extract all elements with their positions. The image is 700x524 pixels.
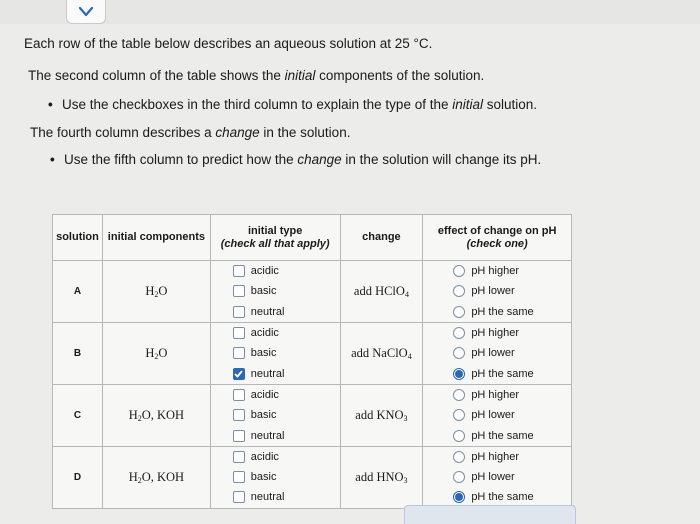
table-row: [53, 446, 572, 508]
type-option-neutral[interactable]: neutral: [211, 487, 340, 507]
effect-options: [423, 384, 572, 446]
effect-options: [423, 446, 572, 508]
type-option-acidic[interactable]: acidic: [211, 323, 340, 343]
radio-button[interactable]: [453, 430, 465, 442]
radio-button[interactable]: [453, 306, 465, 318]
checkbox[interactable]: [233, 409, 245, 421]
type-option-basic[interactable]: basic: [211, 405, 340, 425]
effect-option[interactable]: pH the same: [423, 425, 571, 445]
initial-components: $H_2O$, KOH: [102, 384, 210, 446]
effect-option[interactable]: pH lower: [423, 467, 571, 487]
checkbox[interactable]: [233, 327, 245, 339]
checkbox[interactable]: [233, 265, 245, 277]
radio-button[interactable]: [453, 471, 465, 483]
chevron-down-icon: [78, 6, 94, 18]
effect-option[interactable]: pH the same: [423, 302, 571, 322]
radio-button[interactable]: [453, 285, 465, 297]
type-option-basic[interactable]: basic: [211, 467, 340, 487]
table-row: [53, 261, 572, 323]
initial-components: $H_2O$, KOH: [102, 446, 210, 508]
radio-button[interactable]: [453, 368, 465, 380]
type-option-basic[interactable]: basic: [211, 281, 340, 301]
change-description: add HClO$_4$: [340, 261, 423, 323]
header-initial-type: initial type (check all that apply): [210, 215, 340, 261]
radio-button[interactable]: [453, 347, 465, 359]
header-initial-components: initial components: [102, 215, 210, 261]
effect-option[interactable]: pH higher: [423, 447, 571, 467]
checkbox[interactable]: [233, 430, 245, 442]
initial-type-options: [210, 446, 340, 508]
radio-button[interactable]: [453, 327, 465, 339]
radio-button[interactable]: [453, 265, 465, 277]
row-label: C: [53, 384, 103, 446]
initial-type-options: [210, 261, 340, 323]
radio-button[interactable]: [453, 451, 465, 463]
row-label: B: [53, 322, 103, 384]
initial-components: $H_2O$: [102, 261, 210, 323]
initial-type-options: [210, 384, 340, 446]
table-row: [53, 384, 572, 446]
effect-option[interactable]: pH higher: [423, 323, 571, 343]
table-row: [53, 322, 572, 384]
instruction-line-5: • Use the fifth column to predict how the change in the solution will change its pH.: [50, 152, 542, 167]
type-option-basic[interactable]: basic: [211, 343, 340, 363]
answer-input-edge[interactable]: [404, 505, 576, 524]
effect-option[interactable]: pH higher: [423, 385, 571, 405]
radio-dot: [455, 493, 463, 501]
effect-option[interactable]: pH lower: [423, 281, 571, 301]
solutions-table: [52, 214, 572, 509]
checkbox[interactable]: [233, 368, 245, 380]
row-label: A: [53, 261, 103, 323]
change-description: add NaClO$_4$: [340, 322, 423, 384]
type-option-neutral[interactable]: neutral: [211, 363, 340, 383]
effect-option[interactable]: pH lower: [423, 343, 571, 363]
radio-button[interactable]: [453, 389, 465, 401]
effect-option[interactable]: pH higher: [423, 261, 571, 281]
instruction-line-1: Each row of the table below describes an aqueous solution at 25 °C.: [24, 36, 433, 51]
initial-components: $H_2O$: [102, 322, 210, 384]
header-effect: effect of change on pH (check one): [423, 215, 572, 261]
checkbox[interactable]: [233, 389, 245, 401]
instruction-line-2: The second column of the table shows the initial components of the solution.: [28, 68, 485, 83]
effect-option[interactable]: pH the same: [423, 363, 571, 383]
header-solution: solution: [53, 215, 103, 261]
checkmark-icon: [234, 370, 243, 378]
effect-option[interactable]: pH lower: [423, 405, 571, 425]
row-label: D: [53, 446, 103, 508]
header-change: change: [340, 215, 423, 261]
checkbox[interactable]: [233, 285, 245, 297]
checkbox[interactable]: [233, 306, 245, 318]
instruction-line-4: The fourth column describes a change in the solution.: [30, 125, 351, 140]
radio-button[interactable]: [453, 409, 465, 421]
type-option-neutral[interactable]: neutral: [211, 425, 340, 445]
checkbox[interactable]: [233, 491, 245, 503]
effect-option[interactable]: pH the same: [423, 487, 571, 507]
checkbox[interactable]: [233, 451, 245, 463]
type-option-acidic[interactable]: acidic: [211, 261, 340, 281]
type-option-acidic[interactable]: acidic: [211, 447, 340, 467]
initial-type-options: [210, 322, 340, 384]
top-bar: [0, 0, 700, 24]
checkbox[interactable]: [233, 347, 245, 359]
type-option-neutral[interactable]: neutral: [211, 302, 340, 322]
checkbox[interactable]: [233, 471, 245, 483]
change-description: add $KNO_3$: [340, 384, 423, 446]
effect-options: [423, 261, 572, 323]
type-option-acidic[interactable]: acidic: [211, 385, 340, 405]
change-description: add $HNO_3$: [340, 446, 423, 508]
effect-options: [423, 322, 572, 384]
instruction-line-3: • Use the checkboxes in the third column to explain the type of the initial solution.: [48, 97, 538, 112]
collapse-button[interactable]: [66, 0, 106, 24]
table-header-row: [53, 215, 572, 261]
radio-dot: [455, 370, 463, 378]
radio-button[interactable]: [453, 491, 465, 503]
